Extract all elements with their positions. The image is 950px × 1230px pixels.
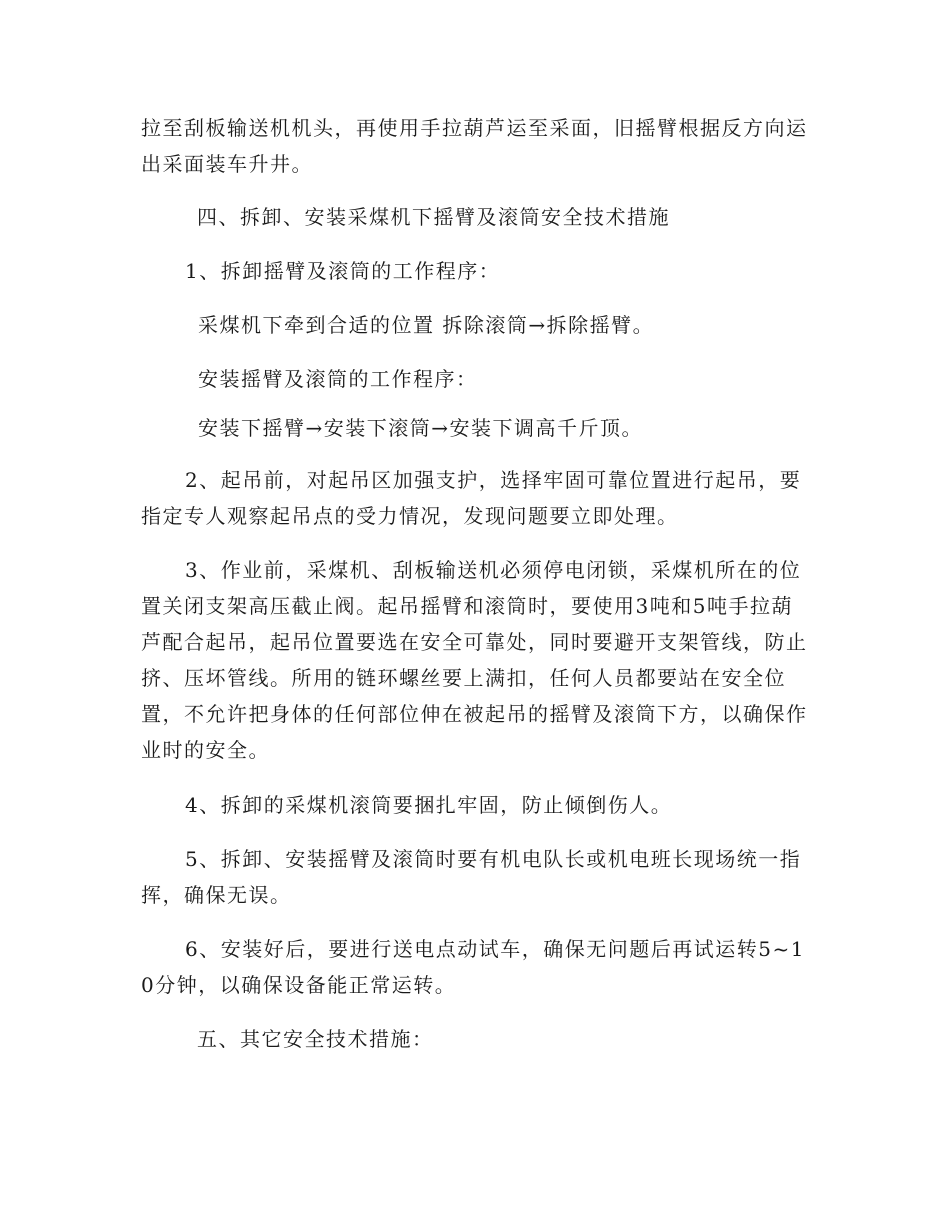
item-1-heading: 1、拆卸摇臂及滚筒的工作程序： bbox=[185, 259, 501, 283]
item-4: 4、拆卸的采煤机滚筒要捆扎牢固，防止倾倒伤人。 bbox=[185, 793, 673, 817]
item-6: 6、安装好后，要进行送电点动试车，确保无问题后再试运转5~10分钟，以确保设备能正常运转。 bbox=[141, 937, 805, 997]
paragraph-continuation: 拉至刮板输送机机头，再使用手拉葫芦运至采面，旧摇臂根据反方向运出采面装车升井。 bbox=[141, 116, 808, 176]
section-heading-5: 五、其它安全技术措施： bbox=[197, 1027, 434, 1051]
procedure-install: 安装下摇臂→安装下滚筒→安装下调高千斤顶。 bbox=[198, 416, 644, 440]
item-3: 3、作业前，采煤机、刮板输送机必须停电闭锁，采煤机所在的位置关闭支架高压截止阀。起吊摇臂和滚筒时，要使用3吨和5吨手拉葫芦配合起吊，起吊位置要选在安全可靠处，同时要避开支架管线，防止挤、压坏管线。所用的链环螺丝要上满扣，任何人员都要站在安全位置，不允许把身体的任何部位伸在被起吊的摇臂及滚筒下方，以确保作业时的安全。 bbox=[141, 558, 808, 762]
install-procedure-heading: 安装摇臂及滚筒的工作程序： bbox=[198, 367, 478, 391]
procedure-removal: 采煤机下牵到合适的位置 拆除滚筒→拆除摇臂。 bbox=[198, 313, 655, 337]
item-2: 2、起吊前，对起吊区加强支护，选择牢固可靠位置进行起吊，要指定专人观察起吊点的受力情况，发现问题要立即处理。 bbox=[141, 468, 802, 528]
section-heading-4: 四、拆卸、安装采煤机下摇臂及滚筒安全技术措施 bbox=[197, 205, 670, 229]
item-5: 5、拆卸、安装摇臂及滚筒时要有机电队长或机电班长现场统一指挥，确保无误。 bbox=[141, 847, 802, 907]
